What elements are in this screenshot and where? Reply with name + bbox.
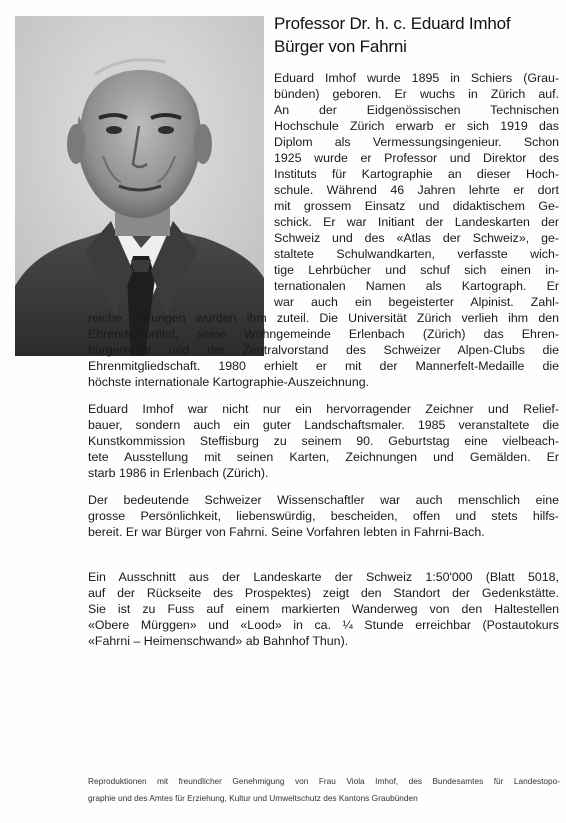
paragraph1-line: Schweiz und des «Atlas der Schweiz», ge- (274, 231, 559, 245)
paragraph4-line: «Fahrni – Heimenschwand» ab Bahnhof Thun). (88, 634, 349, 648)
paragraph4-line: Sie ist zu Fuss auf einem markierten Wanderweg von den Haltestellen (88, 602, 559, 616)
paragraph1-line: ternationalen Namen als Kartograph. Er (274, 279, 559, 293)
credits-line: Reproduktionen mit freundlicher Genehmigung von Frau Viola Imhof, des Bundesamtes für Landestopo- (88, 776, 560, 786)
paragraph1-line: Hochschule Zürich erwarb er sich 1919 das (274, 119, 559, 133)
page-title (274, 12, 559, 58)
paragraph1-line: Eduard Imhof wurde 1895 in Schiers (Grau- (274, 71, 559, 85)
paragraph3-line: grosse Persönlichkeit, liebenswürdig, bescheiden, offen und stets hilfs- (88, 509, 559, 523)
paragraph1-line: 1925 wurde er Professor und Direktor des (274, 151, 559, 165)
portrait-photo (15, 16, 264, 356)
paragraph1-line: An der Eidgenössischen Technischen (274, 103, 559, 117)
paragraph2-line: Kunstkommission Steffisburg zu seinem 90. Geburtstag eine vielbeach- (88, 434, 559, 448)
paragraph1-line: Ehrendoktortitel, seine Wohngemeinde Erlenbach (Zürich) das Ehren- (88, 327, 559, 341)
paragraph3-line: bereit. Er war Bürger von Fahrni. Seine Vorfahren lebten in Fahrni-Bach. (88, 525, 485, 539)
paragraph1-line: schick. Er war Initiant der Landeskarten der (274, 215, 559, 229)
title-subtitle: Bürger von Fahrni (274, 37, 407, 56)
credits-line: graphie und des Amtes für Erziehung, Kultur und Umweltschutz des Kantons Graubünden (88, 793, 418, 803)
paragraph1-line: Ehrenmitgliedschaft. 1980 erhielt er mit der Mannerfelt-Medaille die (88, 359, 559, 373)
paragraph1-line: bürgerrecht und der Zentralvorstand des Schweizer Alpen-Clubs die (88, 343, 559, 357)
paragraph2-line: tete Ausstellung mit seinen Karten, Zeichnungen und Gemälden. Er (88, 450, 559, 464)
paragraph1-line: Diplom als Vermessungsingenieur. Schon (274, 135, 559, 149)
paragraph1-line: mit grossem Einsatz und didaktischem Ge- (274, 199, 559, 213)
paragraph4-line: auf der Rückseite des Prospektes) zeigt den Standort der Gedenkstätte. (88, 586, 559, 600)
paragraph1-line: Instituts für Kartographie an dieser Hoch- (274, 167, 559, 181)
paragraph2-line: bauer, sondern auch ein guter Landschaftsmaler. 1985 veranstaltete die (88, 418, 559, 432)
paragraph2-line: Eduard Imhof war nicht nur ein hervorragender Zeichner und Relief- (88, 402, 559, 416)
paragraph4-line: Ein Ausschnitt aus der Landeskarte der Schweiz 1:50'000 (Blatt 5018, (88, 570, 559, 584)
paragraph1-line: höchste internationale Kartographie-Auszeichnung. (88, 375, 370, 389)
paragraph1-line: schule. Während 46 Jahren lehrte er dort (274, 183, 559, 197)
paragraph1-line: reiche Ehrungen wurden ihm zuteil. Die Universität Zürich verlieh ihm den (88, 311, 559, 325)
paragraph1-line: tige Lehrbücher und schuf sich einen in- (274, 263, 559, 277)
paragraph1-line: war auch ein begeisterter Alpinist. Zahl- (274, 295, 559, 309)
paragraph3-line: Der bedeutende Schweizer Wissenschaftler war auch menschlich eine (88, 493, 559, 507)
paragraph1-line: bünden) geboren. Er wuchs in Zürich auf. (274, 87, 559, 101)
portrait-illustration (15, 16, 264, 356)
title-name: Professor Dr. h. c. Eduard Imhof (274, 14, 511, 33)
paragraph2-line: starb 1986 in Erlenbach (Zürich). (88, 466, 269, 480)
paragraph4-line: «Obere Mürggen» und «Lood» in ca. ¼ Stunde erreichbar (Postautokurs (88, 618, 559, 632)
paragraph1-line: staltete Schulwandkarten, verfasste wich- (274, 247, 559, 261)
